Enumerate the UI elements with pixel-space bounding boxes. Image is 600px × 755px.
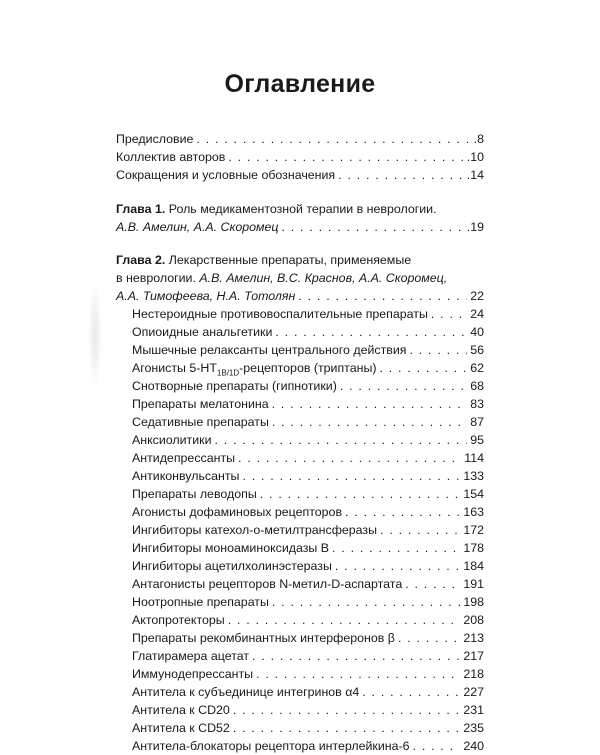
toc-entry-page: 40 bbox=[470, 325, 484, 339]
leader-dots bbox=[233, 719, 460, 737]
toc-section-entry[interactable] bbox=[116, 503, 484, 521]
spacer bbox=[116, 184, 484, 200]
leader-dots bbox=[242, 467, 460, 485]
toc-section-entry[interactable] bbox=[116, 647, 484, 665]
toc-entry-label: Мышечные релаксанты центрального действия bbox=[132, 343, 407, 357]
toc-entry-page: 56 bbox=[470, 343, 484, 357]
toc-entry-label: Антидепрессанты bbox=[132, 451, 236, 465]
toc-section-entry[interactable] bbox=[116, 341, 484, 359]
toc-section-entry[interactable] bbox=[116, 575, 484, 593]
toc-entry-page: 184 bbox=[463, 559, 484, 573]
chapter-authors: А.В. Амелин, А.А. Скоромец bbox=[116, 220, 279, 234]
chapter-2-heading[interactable] bbox=[116, 251, 484, 269]
toc-entry-page: 22 bbox=[470, 289, 484, 303]
leader-dots bbox=[362, 683, 460, 701]
toc-entry-label: Седативные препараты bbox=[132, 415, 269, 429]
toc-entry-page: 133 bbox=[463, 469, 484, 483]
toc-section-entry[interactable] bbox=[116, 737, 484, 755]
toc-entry-page: .10 bbox=[466, 150, 484, 164]
toc-entry-label: Актопротекторы bbox=[132, 613, 225, 627]
leader-dots bbox=[340, 377, 467, 395]
toc-section-entry[interactable] bbox=[116, 377, 484, 395]
toc-entry-label: Глатирамера ацетат bbox=[132, 649, 250, 663]
toc-entry-page: 62 bbox=[470, 361, 484, 375]
toc-section-entry[interactable] bbox=[116, 683, 484, 701]
table-of-contents bbox=[116, 130, 484, 755]
chapter-1-authors-row[interactable] bbox=[116, 218, 484, 236]
chapter-2-authors-row[interactable] bbox=[116, 287, 484, 305]
leader-dots bbox=[272, 413, 467, 431]
leader-dots bbox=[238, 449, 461, 467]
toc-section-entry[interactable] bbox=[116, 629, 484, 647]
toc-section-entry[interactable] bbox=[116, 467, 484, 485]
toc-entry-label: Антитела-блокаторы рецептора интерлейкина-6 bbox=[132, 739, 410, 753]
chapter-title: Роль медикаментозной терапии в неврологии. bbox=[165, 202, 437, 216]
toc-entry-label: Сокращения и условные обозначения bbox=[116, 168, 336, 182]
toc-section-entry[interactable] bbox=[116, 557, 484, 575]
leader-dots bbox=[256, 665, 460, 683]
chapter-authors: А.В. Амелин, В.С. Краснов, А.А. Скоромец, bbox=[195, 271, 448, 285]
toc-entry-page: 191 bbox=[463, 577, 484, 591]
toc-entry-page: 83 bbox=[470, 397, 484, 411]
toc-section-entry[interactable] bbox=[116, 323, 484, 341]
toc-entry-page: 227 bbox=[463, 685, 484, 699]
toc-section-entry[interactable] bbox=[116, 413, 484, 431]
toc-entry-label: Препараты леводопы bbox=[132, 487, 257, 501]
toc-entry-label: Агонисты дофаминовых рецепторов bbox=[132, 505, 343, 519]
leader-dots bbox=[405, 575, 460, 593]
toc-entry-page: .19 bbox=[466, 220, 484, 234]
toc-entry-page: 87 bbox=[470, 415, 484, 429]
toc-entry-page: 218 bbox=[463, 667, 484, 681]
toc-entry-label: Предисловие bbox=[116, 132, 194, 146]
toc-section-entry[interactable] bbox=[116, 395, 484, 413]
toc-section-entry[interactable] bbox=[116, 593, 484, 611]
toc-entry-label: Нестероидные противовоспалительные препараты bbox=[132, 307, 428, 321]
toc-entry-label: Ингибиторы катехол-о-метилтрансферазы bbox=[132, 523, 378, 537]
toc-entry-page: 24 bbox=[470, 307, 484, 321]
toc-entry-label: Ноотропные препараты bbox=[132, 595, 269, 609]
chapter-prefix: Глава 2. bbox=[116, 253, 166, 267]
toc-entry-page: 178 bbox=[463, 541, 484, 555]
toc-entry-preface[interactable] bbox=[116, 130, 484, 148]
toc-entry-page: .8 bbox=[473, 132, 484, 146]
leader-dots bbox=[228, 148, 463, 166]
toc-entry-page: .14 bbox=[466, 168, 484, 182]
toc-entry-label: Антагонисты рецепторов N-метил-D-аспартата bbox=[132, 577, 403, 591]
toc-entry-page: 198 bbox=[463, 595, 484, 609]
spacer bbox=[116, 236, 484, 251]
leader-dots bbox=[431, 305, 467, 323]
leader-dots bbox=[215, 431, 468, 449]
toc-entry-label: Коллектив авторов bbox=[116, 150, 226, 164]
toc-section-entry[interactable] bbox=[116, 539, 484, 557]
toc-entry-page: 163 bbox=[463, 505, 484, 519]
toc-section-entry[interactable] bbox=[116, 485, 484, 503]
toc-entry-label: Ингибиторы моноаминоксидазы В bbox=[132, 541, 330, 555]
chapter-title: Лекарственные препараты, применяемые bbox=[165, 253, 412, 267]
toc-entry-page: 217 bbox=[463, 649, 484, 663]
leader-dots bbox=[196, 130, 470, 148]
toc-entry-page: 213 bbox=[463, 631, 484, 645]
leader-dots bbox=[338, 166, 464, 184]
leader-dots bbox=[379, 359, 467, 377]
toc-entry-page: 208 bbox=[463, 613, 484, 627]
leader-dots bbox=[252, 647, 460, 665]
toc-section-entry[interactable] bbox=[116, 665, 484, 683]
toc-entry-label: Иммунодепрессанты bbox=[132, 667, 254, 681]
toc-entry-label: Анксиолитики bbox=[132, 433, 212, 447]
toc-section-entry[interactable] bbox=[116, 305, 484, 323]
leader-dots bbox=[298, 287, 467, 305]
toc-section-entry[interactable] bbox=[116, 719, 484, 737]
toc-entry-page: 68 bbox=[470, 379, 484, 393]
toc-entry-page: 172 bbox=[463, 523, 484, 537]
toc-entry-abbreviations[interactable] bbox=[116, 166, 484, 184]
leader-dots bbox=[332, 539, 460, 557]
chapter-authors: А.А. Тимофеева, Н.А. Тотолян bbox=[116, 289, 296, 303]
label-part: Агонисты 5-НТ bbox=[132, 361, 217, 375]
toc-section-entry[interactable] bbox=[116, 431, 484, 449]
scan-artifact bbox=[88, 280, 102, 390]
leader-dots bbox=[409, 341, 467, 359]
toc-section-entry[interactable] bbox=[116, 521, 484, 539]
toc-section-entry[interactable] bbox=[116, 359, 484, 377]
toc-entry-page: 95 bbox=[470, 433, 484, 447]
leader-dots bbox=[335, 557, 460, 575]
toc-entry-label: Антитела к субъединице интегринов α4 bbox=[132, 685, 360, 699]
chapter-2-heading-line2 bbox=[116, 269, 484, 287]
toc-entry-label: Препараты рекомбинантных интерферонов β bbox=[132, 631, 395, 645]
toc-section-entry[interactable] bbox=[116, 701, 484, 719]
toc-entry-label: Препараты мелатонина bbox=[132, 397, 269, 411]
leader-dots bbox=[398, 629, 460, 647]
label-subscript: 1B/1D bbox=[216, 368, 240, 378]
toc-entry-page: 240 bbox=[463, 739, 484, 753]
leader-dots bbox=[272, 395, 468, 413]
toc-entry-page: 114 bbox=[464, 451, 484, 465]
chapter-prefix: Глава 1. bbox=[116, 202, 166, 216]
leader-dots bbox=[233, 701, 460, 719]
toc-entry-label: Снотворные препараты (гипнотики) bbox=[132, 379, 337, 393]
toc-section-entry[interactable] bbox=[116, 449, 484, 467]
leader-dots bbox=[413, 737, 461, 755]
chapter-1-heading[interactable] bbox=[116, 200, 484, 218]
leader-dots bbox=[260, 485, 461, 503]
toc-entry-label: Опиоидные анальгетики bbox=[132, 325, 273, 339]
toc-entry-page: 231 bbox=[463, 703, 484, 717]
toc-section-entry[interactable] bbox=[116, 611, 484, 629]
leader-dots bbox=[380, 521, 460, 539]
leader-dots bbox=[345, 503, 460, 521]
toc-entry-label: Антитела к CD20 bbox=[132, 703, 230, 717]
toc-entry-page: 154 bbox=[463, 487, 484, 501]
leader-dots bbox=[275, 323, 467, 341]
toc-entry-label: Антитела к CD52 bbox=[132, 721, 230, 735]
toc-entry-authors-collective[interactable] bbox=[116, 148, 484, 166]
chapter-title-cont: в неврологии. bbox=[116, 271, 196, 285]
page-title: Оглавление bbox=[224, 70, 376, 98]
leader-dots bbox=[228, 611, 461, 629]
toc-entry-label: Антиконвульсанты bbox=[132, 469, 240, 483]
leader-dots bbox=[272, 593, 460, 611]
toc-entry-label: Ингибиторы ацетилхолинэстеразы bbox=[132, 559, 332, 573]
label-part: -рецепторов (триптаны) bbox=[239, 361, 377, 375]
toc-entry-page: 235 bbox=[463, 721, 484, 735]
toc-entry-label bbox=[132, 359, 376, 377]
leader-dots bbox=[281, 218, 463, 236]
